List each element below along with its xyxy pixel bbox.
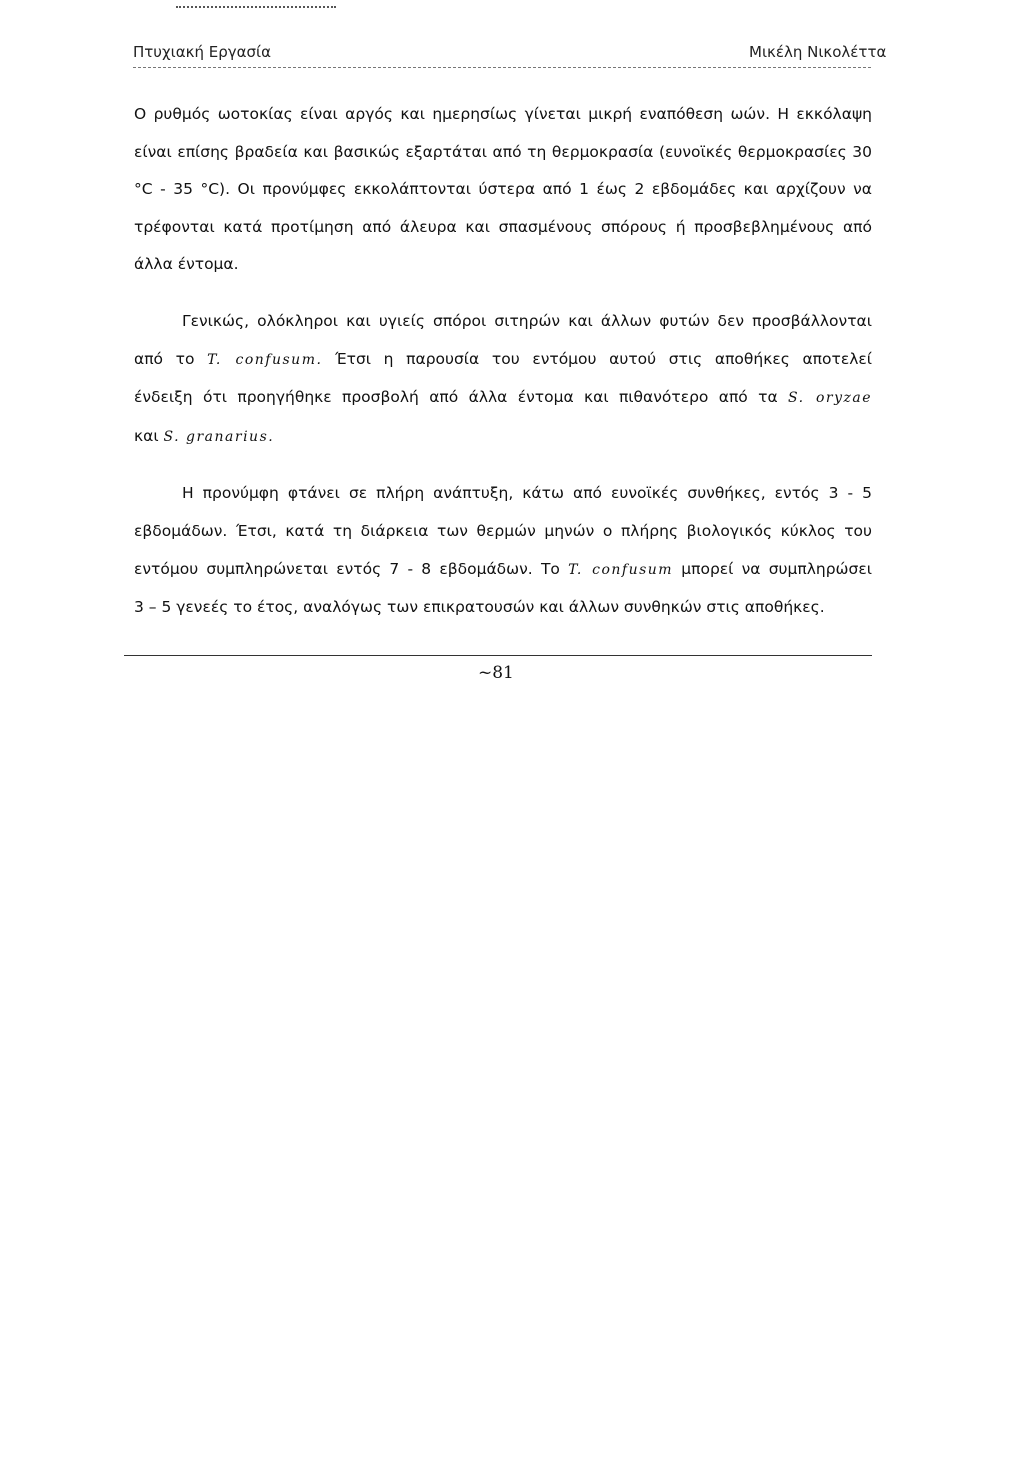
species-name: T. confusum xyxy=(568,561,674,578)
header-divider xyxy=(133,67,871,68)
paragraph-1-line-5: άλλα έντομα. xyxy=(134,255,239,274)
species-name: S. granarius. xyxy=(163,428,275,445)
paragraph-2-line-1: Γενικώς, ολόκληροι και υγιείς σπόροι σιτηρών και άλλων φυτών δεν προσβάλλονται xyxy=(182,311,872,330)
paragraph-3-line-3 xyxy=(134,551,872,590)
paragraph-3-line-2: εβδομάδων. Έτσι, κατά τη διάρκεια των θερμών μηνών ο πλήρης βιολογικός κύκλος του xyxy=(134,521,872,540)
paragraph-1 xyxy=(134,96,872,284)
running-header-author: Μικέλη Νικολέττα xyxy=(749,43,887,61)
paragraph-2-line-3 xyxy=(134,379,872,418)
paragraph-1-line-2: είναι επίσης βραδεία και βασικώς εξαρτάται από τη θερμοκρασία (ευνοϊκές θερμοκρασίες 30 xyxy=(134,142,872,161)
paragraph-1-line-3: °C - 35 °C). Οι προνύμφες εκκολάπτονται ύστερα από 1 έως 2 εβδομάδες και αρχίζουν να xyxy=(134,180,872,199)
text-segment: ένδειξη ότι προηγήθηκε προσβολή από άλλα έντομα και πιθανότερο από τα xyxy=(134,388,789,407)
paragraph-3-line-4: 3 – 5 γενεές το έτος, αναλόγως των επικρατουσών και άλλων συνθηκών στις αποθήκες. xyxy=(134,598,825,617)
text-segment: εντόμου συμπληρώνεται εντός 7 - 8 εβδομάδων. Το xyxy=(134,559,569,578)
paragraph-1-line-4: τρέφονται κατά προτίμηση από άλευρα και σπασμένους σπόρους ή προσβεβλημένους από xyxy=(134,217,872,236)
species-name: S. oryzae xyxy=(788,390,873,407)
paragraph-2 xyxy=(134,303,872,456)
running-header-title: Πτυχιακή Εργασία xyxy=(133,43,271,61)
paragraph-2-line-4 xyxy=(134,418,872,457)
scan-artifact-dots xyxy=(176,6,336,11)
page-number: ~81 xyxy=(478,663,514,683)
paragraph-3-line-1: Η προνύμφη φτάνει σε πλήρη ανάπτυξη, κάτω από ευνοϊκές συνθήκες, εντός 3 - 5 xyxy=(182,484,872,503)
text-segment: μπορεί να συμπληρώσει xyxy=(673,559,872,578)
text-segment: και xyxy=(134,426,164,445)
text-segment: Έτσι η παρουσία του εντόμου αυτού στις αποθήκες αποτελεί xyxy=(322,349,872,368)
footer-divider xyxy=(124,655,872,656)
paragraph-1-line-1: Ο ρυθμός ωοτοκίας είναι αργός και ημερησίως γίνεται μικρή εναπόθεση ωών. Η εκκόλαψη xyxy=(134,105,872,123)
text-segment: από το xyxy=(134,349,208,368)
body-text xyxy=(134,96,872,627)
species-name: T. confusum. xyxy=(207,351,323,368)
paragraph-2-line-2 xyxy=(134,341,872,380)
paragraph-3 xyxy=(134,475,872,626)
